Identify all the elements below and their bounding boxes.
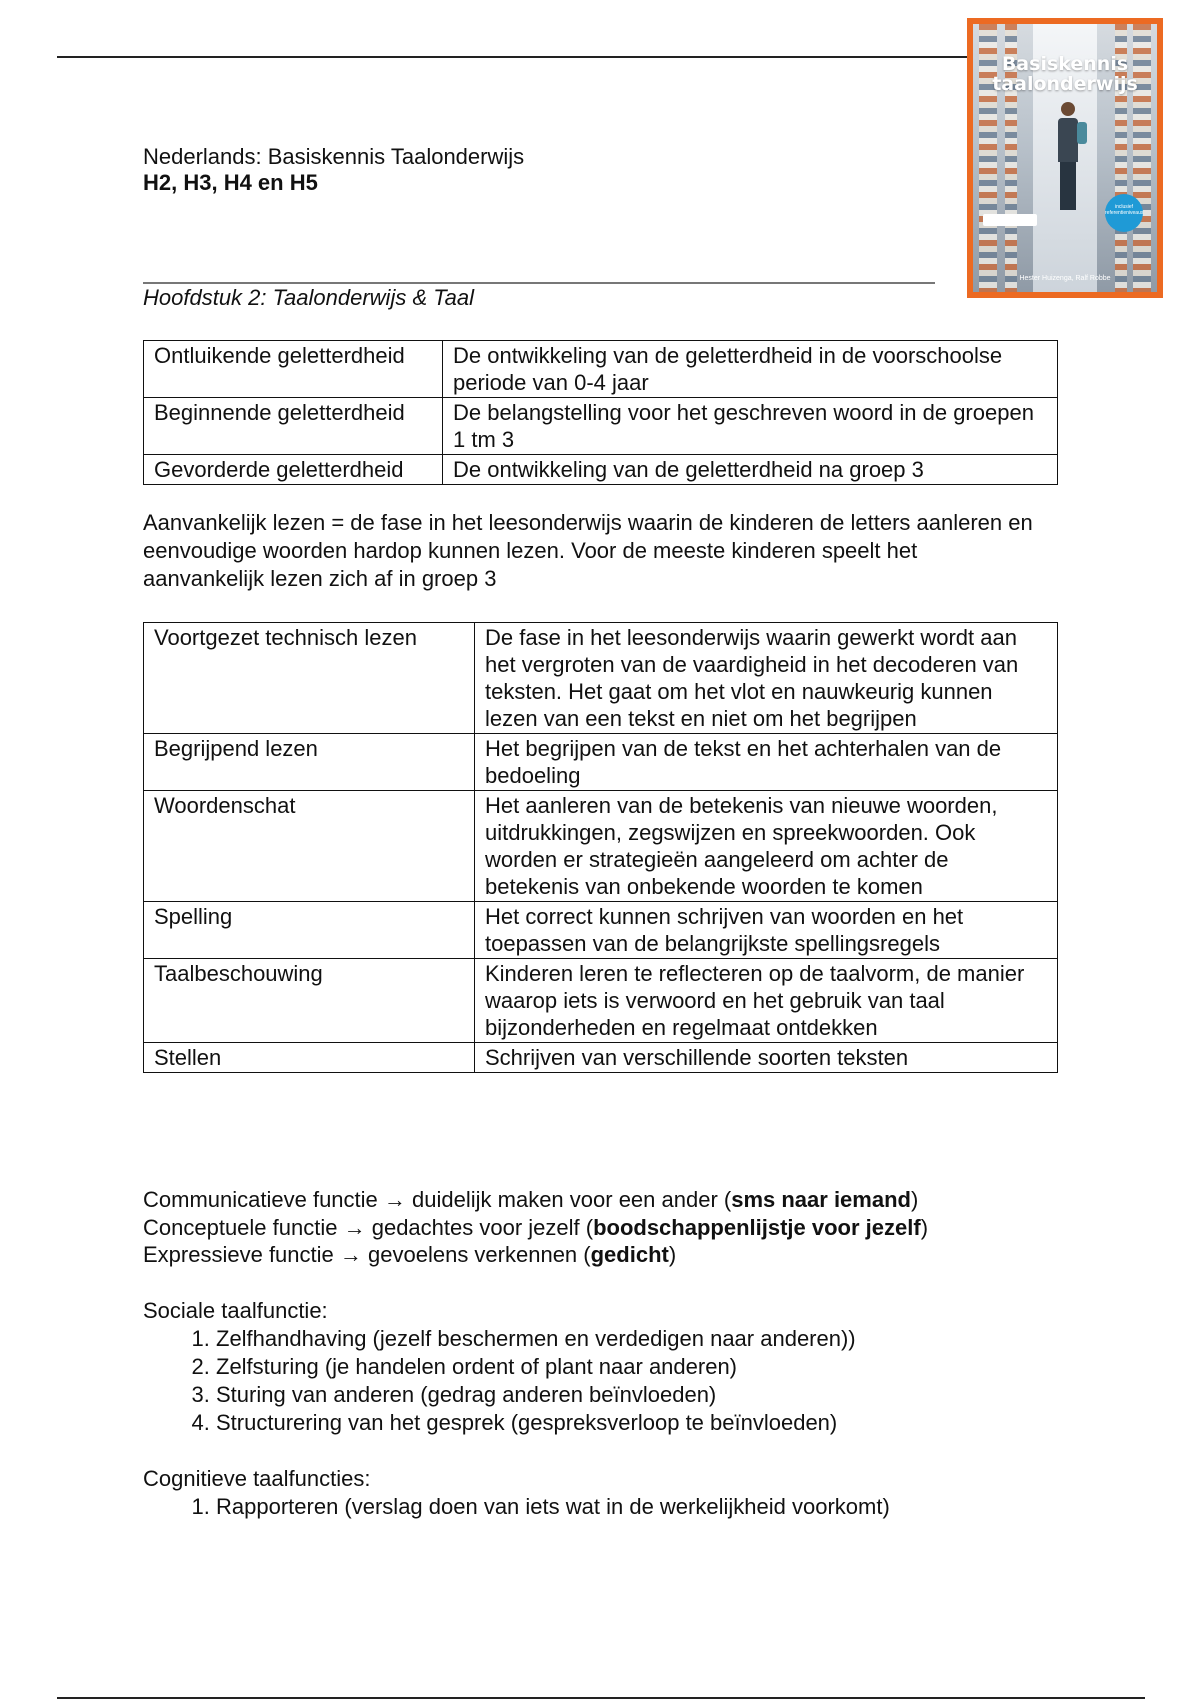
cover-figure [1057,102,1079,220]
term-cell: Woordenschat [144,791,475,902]
table-row [144,623,1058,734]
table-row [144,341,1058,398]
table-row [144,398,1058,455]
sociale-taalfunctie-heading: Sociale taalfunctie: [143,1298,328,1323]
aanvankelijk-lezen-paragraph: Aanvankelijk lezen = de fase in het leesonderwijs waarin de kinderen de letters aanleren en eenvoudige woorden hardop kunnen lezen. Voor de meeste kinderen speelt het aanvankelijk lezen zich af in groep 3 [143,510,1033,591]
taaldomeinen-table [143,622,1058,1073]
arrow-icon: → [339,1242,362,1267]
table-row [144,791,1058,902]
arrow-icon: → [383,1187,406,1212]
function-line-communicatief: Communicatieve functie → duidelijk maken voor een ander (sms naar iemand) [143,1187,919,1212]
table-row [144,1043,1058,1073]
table-row [144,902,1058,959]
definition-cell: De ontwikkeling van de geletterdheid in de voorschoolse periode van 0-4 jaar [443,341,1058,398]
table-row [144,959,1058,1043]
arrow-icon: → [343,1215,366,1240]
definition-cell: De ontwikkeling van de geletterdheid na groep 3 [443,455,1058,485]
definition-cell: Het begrijpen van de tekst en het achterhalen van de bedoeling [475,734,1058,791]
cover-authors: Hester Huizenga, Ralf Robbe [1019,275,1111,282]
table-row [144,734,1058,791]
term-cell: Beginnende geletterdheid [144,398,443,455]
cover-photo [973,24,1157,292]
table-row [144,455,1058,485]
book-cover-image [967,18,1163,298]
cognitieve-taalfuncties-heading: Cognitieve taalfuncties: [143,1466,371,1491]
term-cell: Begrijpend lezen [144,734,475,791]
term-cell: Taalbeschouwing [144,959,475,1043]
publisher-logo [983,214,1037,226]
definition-cell: De belangstelling voor het geschreven woord in de groepen 1 tm 3 [443,398,1058,455]
term-cell: Ontluikende geletterdheid [144,341,443,398]
cover-title: Basiskennis taalonderwijs [992,53,1138,95]
cognitieve-taalfuncties-list [180,1493,890,1521]
top-rule [57,56,972,58]
list-item: 1. Rapporteren (verslag doen van iets wat in de werkelijkheid voorkomt) [216,1493,890,1521]
chapter-heading: Hoofdstuk 2: Taalonderwijs & Taal [143,285,475,310]
term-cell: Stellen [144,1043,475,1073]
cover-badge: inclusief referentieniveaus [1105,194,1143,232]
document-subtitle: H2, H3, H4 en H5 [143,170,318,195]
document-title: Nederlands: Basiskennis Taalonderwijs [143,144,525,169]
definition-cell: De fase in het leesonderwijs waarin gewerkt wordt aan het vergroten van de vaardigheid in het decoderen van teksten. Het gaat om het vlot en nauwkeurig kunnen lezen van een tekst en niet om het begrijpen [475,623,1058,734]
term-cell: Voortgezet technisch lezen [144,623,475,734]
definition-cell: Het correct kunnen schrijven van woorden en het toepassen van de belangrijkste spellingsregels [475,902,1058,959]
list-item: 4. Structurering van het gesprek (gespreksverloop te beïnvloeden) [216,1409,856,1437]
bottom-rule [57,1697,1145,1699]
term-cell: Spelling [144,902,475,959]
list-item: 2. Zelfsturing (je handelen ordent of plant naar anderen) [216,1353,856,1381]
geletterdheid-table [143,340,1058,485]
list-item: 3. Sturing van anderen (gedrag anderen beïnvloeden) [216,1381,856,1409]
list-item: 1. Zelfhandhaving (jezelf beschermen en verdedigen naar anderen)) [216,1325,856,1353]
definition-cell: Kinderen leren te reflecteren op de taalvorm, de manier waarop iets is verwoord en het gebruik van taal bijzonderheden en regelmaat ontdekken [475,959,1058,1043]
function-line-expressief: Expressieve functie → gevoelens verkennen (gedicht) [143,1242,677,1267]
function-line-conceptueel: Conceptuele functie → gedachtes voor jezelf (boodschappenlijstje voor jezelf) [143,1215,929,1240]
sociale-taalfunctie-list [180,1325,856,1437]
term-cell: Gevorderde geletterdheid [144,455,443,485]
definition-cell: Het aanleren van de betekenis van nieuwe woorden, uitdrukkingen, zegswijzen en spreekwoorden. Ook worden er strategieën aangeleerd om achter de betekenis van onbekende woorden te komen [475,791,1058,902]
definition-cell: Schrijven van verschillende soorten teksten [475,1043,1058,1073]
